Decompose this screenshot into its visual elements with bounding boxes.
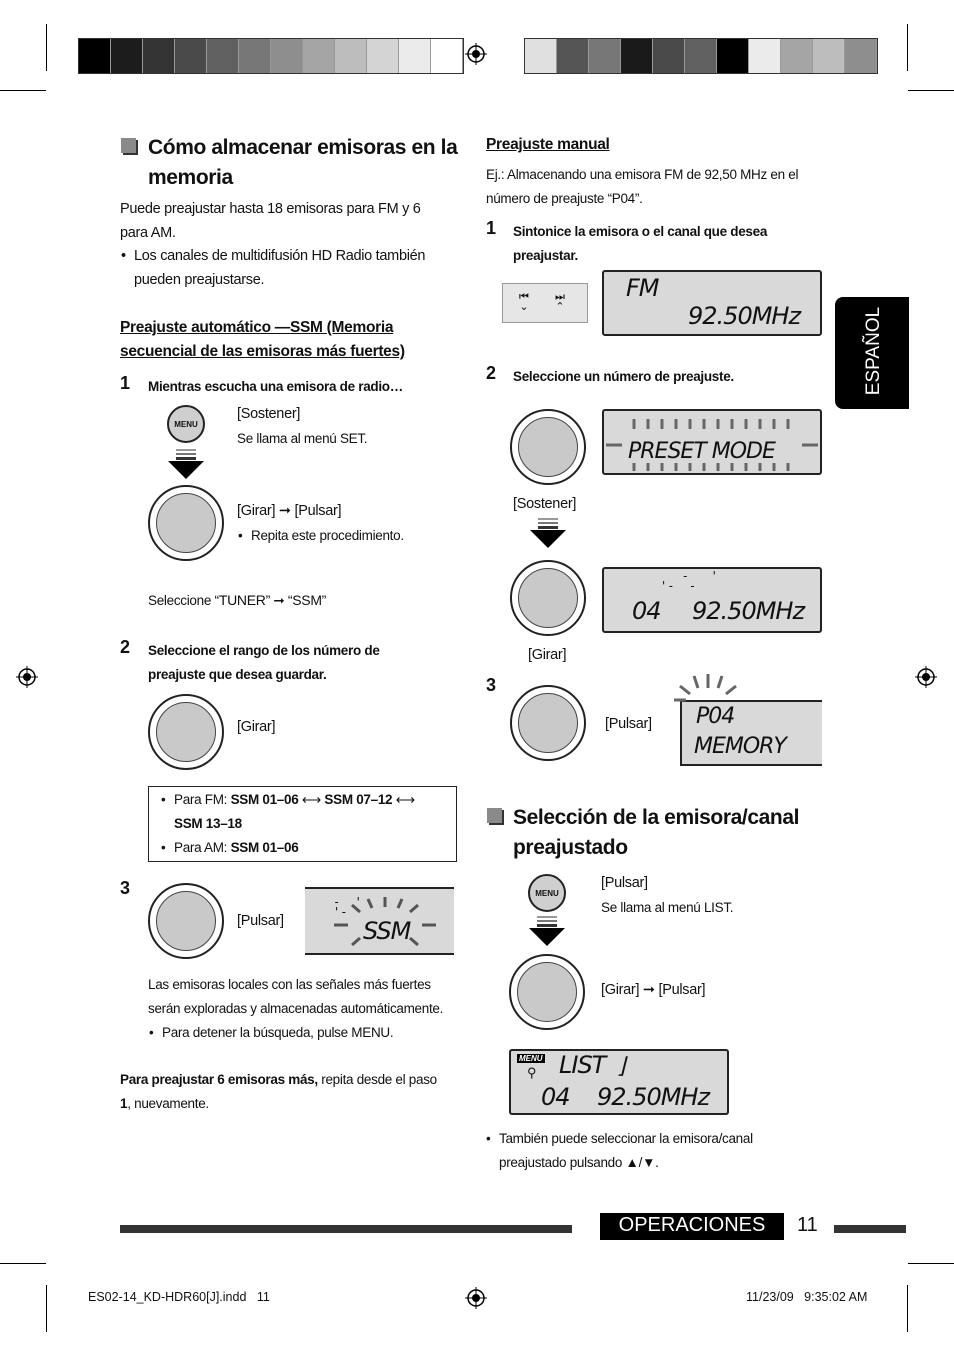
- lcd-display-fm: [602, 270, 822, 336]
- lcd-preset-number: 04: [632, 597, 661, 625]
- lcd-ssm-text: SSM: [363, 917, 411, 945]
- arrow-right-icon: ➞: [273, 593, 285, 608]
- print-date-info: 11/23/09 9:35:02 AM: [746, 1290, 868, 1304]
- color-swatch: [111, 39, 143, 73]
- control-dial[interactable]: [510, 409, 586, 485]
- hold-label: [Sostener]: [237, 406, 301, 422]
- color-swatch: [717, 39, 749, 73]
- turn-label: [Girar]: [237, 503, 276, 519]
- crop-mark: [908, 1263, 954, 1264]
- lcd-bracket-icon: ⌋: [617, 1053, 626, 1078]
- double-arrow-icon: ⟷: [395, 792, 415, 807]
- fm-prefix: Para FM:: [174, 792, 228, 807]
- am-prefix: Para AM:: [174, 840, 228, 855]
- section-heading: Selección de la emisora/canal preajustado: [513, 806, 800, 859]
- lcd-preset-label: P04: [696, 704, 735, 729]
- color-swatch: [525, 39, 557, 73]
- crop-mark: [46, 1285, 47, 1332]
- color-swatch: [335, 39, 367, 73]
- menu-button-label: MENU: [174, 419, 198, 429]
- step-number: 1: [486, 218, 497, 238]
- am-range: [174, 836, 298, 860]
- turn-label: [Girar]: [601, 982, 640, 998]
- color-swatch: [271, 39, 303, 73]
- control-dial[interactable]: [148, 485, 224, 561]
- hold-label: [Sostener]: [513, 496, 577, 512]
- crop-mark: [0, 90, 46, 91]
- crop-mark: [0, 1263, 46, 1264]
- arrow-down-icon: [166, 449, 206, 481]
- color-swatch: [653, 39, 685, 73]
- turn-label: [Girar]: [237, 719, 276, 735]
- push-label: [Pulsar]: [237, 913, 284, 929]
- arrow-down-icon: [528, 518, 568, 550]
- manual-heading: Preajuste manual: [486, 136, 610, 153]
- color-bar-left: [78, 38, 464, 74]
- step-number: 3: [120, 878, 131, 898]
- color-swatch: [239, 39, 271, 73]
- six-rest-2: , nuevamente.: [127, 1096, 209, 1111]
- step-text: Sintonice la emisora o el canal que desea preajustar.: [513, 224, 768, 263]
- section-marker-icon: [487, 808, 502, 823]
- push-label: [Pulsar]: [605, 716, 652, 732]
- arrow-right-icon: ➞: [278, 503, 291, 519]
- lcd-display-ssm: [305, 887, 454, 955]
- color-swatch: [175, 39, 207, 73]
- lcd-segment-icon: - ' '- -: [660, 569, 718, 593]
- select-line: [148, 588, 326, 613]
- intro-bullet: • Los canales de multidifusión HD Radio también pueden preajustarse.: [134, 244, 434, 292]
- control-dial[interactable]: [510, 560, 586, 636]
- control-dial[interactable]: [510, 685, 586, 761]
- six-rest-1: repita desde el paso: [317, 1072, 437, 1087]
- select-ssm: “SSM”: [287, 592, 327, 608]
- double-arrow-icon: ⟷: [301, 792, 321, 807]
- step-number: 3: [486, 675, 497, 695]
- lcd-segment-icon: - ' '-: [333, 895, 362, 919]
- fm-range: [174, 788, 454, 836]
- arrow-right-icon: ➞: [642, 982, 655, 998]
- footer-rule: [834, 1225, 906, 1233]
- lcd-display-preset-number: [602, 567, 822, 633]
- step-text: Seleccione el rango de los número de preajuste que desea guardar.: [148, 643, 380, 682]
- flash-rays-icon: [672, 672, 742, 702]
- page-number: 11: [797, 1214, 818, 1236]
- control-dial[interactable]: [148, 694, 224, 770]
- lcd-memory-text: MEMORY: [694, 734, 786, 759]
- color-swatch: [621, 39, 653, 73]
- color-bar-right: [524, 38, 878, 74]
- select-prefix: Seleccione: [148, 593, 212, 608]
- step-text: Mientras escucha una emisora de radio…: [148, 379, 403, 394]
- registration-mark-icon: [465, 43, 487, 65]
- seek-buttons[interactable]: [502, 283, 588, 323]
- stop-bullet: • Para detener la búsqueda, pulse MENU.: [162, 1021, 393, 1045]
- six-step: 1: [120, 1096, 128, 1111]
- footer-rule: [120, 1225, 572, 1233]
- color-swatch: [143, 39, 175, 73]
- color-swatch: [813, 39, 845, 73]
- am-range-1: SSM 01–06: [230, 840, 299, 855]
- lcd-frequency: 92.50MHz: [597, 1083, 710, 1111]
- hold-desc: Se llama al menú SET.: [237, 431, 368, 446]
- menu-button[interactable]: [528, 874, 566, 912]
- color-swatch: [367, 39, 399, 73]
- registration-mark-icon: [16, 666, 38, 688]
- turn-label: [Girar]: [528, 647, 567, 663]
- repeat-bullet: • Repita este procedimiento.: [251, 524, 404, 548]
- registration-mark-icon: [465, 1287, 487, 1309]
- fm-range-1: SSM 01–06: [230, 792, 299, 807]
- registration-mark-icon: [915, 666, 937, 688]
- seek-back-icon[interactable]: ⏮ ⌄: [519, 291, 529, 313]
- turn-push-line: [237, 499, 341, 523]
- push-label: [Pulsar]: [294, 503, 342, 519]
- arrow-down-icon: [527, 916, 567, 948]
- color-swatch: [781, 39, 813, 73]
- control-dial[interactable]: [509, 954, 585, 1030]
- section-marker-icon: [121, 138, 136, 153]
- lcd-frequency: 92.50MHz: [688, 302, 801, 330]
- lcd-preset-number: 04: [541, 1083, 570, 1111]
- example-text: Ej.: Almacenando una emisora FM de 92,50 MHz en el número de preajuste “P04”.: [486, 167, 799, 206]
- also-bullet: • También puede seleccionar la emisora/canal preajustado pulsando ▲/▼.: [499, 1127, 799, 1175]
- step-number: 2: [120, 637, 131, 657]
- search-icon: ⚲: [527, 1065, 537, 1080]
- step-number: 1: [120, 373, 131, 393]
- lcd-list-text: LIST: [559, 1051, 606, 1079]
- crop-mark: [907, 1285, 908, 1332]
- print-file-info: ES02-14_KD-HDR60[J].indd 11: [88, 1290, 270, 1304]
- color-swatch: [303, 39, 335, 73]
- color-swatch: [685, 39, 717, 73]
- push-desc: Se llama al menú LIST.: [601, 900, 734, 915]
- six-bold: Para preajustar 6 emisoras más,: [120, 1072, 318, 1087]
- crop-mark: [908, 90, 954, 91]
- intro-text: Puede preajustar hasta 18 emisoras para FM y 6 para AM.: [120, 201, 421, 241]
- seek-forward-icon[interactable]: ⏭ ⌃: [555, 291, 565, 313]
- six-more-text: [120, 1068, 440, 1116]
- menu-button-label: MENU: [535, 888, 559, 898]
- select-tuner: “TUNER”: [214, 592, 270, 608]
- color-swatch: [399, 39, 431, 73]
- ssm-heading: Preajuste automático —SSM (Memoria secuencial de las emisoras más fuertes): [120, 319, 405, 360]
- color-swatch: [749, 39, 781, 73]
- lcd-display-preset-mode: [602, 409, 822, 475]
- lcd-display-memory: [680, 700, 822, 766]
- lcd-display-list: [509, 1049, 729, 1115]
- color-swatch: [845, 39, 877, 73]
- fm-range-3: SSM 13–18: [174, 816, 242, 831]
- crop-mark: [46, 24, 47, 71]
- menu-button[interactable]: [167, 405, 205, 443]
- color-swatch: [557, 39, 589, 73]
- step-text: Seleccione un número de preajuste.: [513, 369, 734, 384]
- control-dial[interactable]: [148, 883, 224, 959]
- push-label: [Pulsar]: [658, 982, 706, 998]
- color-swatch: [589, 39, 621, 73]
- section-heading: Cómo almacenar emisoras en la memoria: [148, 136, 458, 189]
- fm-range-2: SSM 07–12: [324, 792, 393, 807]
- color-swatch: [431, 39, 463, 73]
- crop-mark: [907, 24, 908, 71]
- step-number: 2: [486, 363, 497, 383]
- lcd-menu-tag: MENU: [519, 1054, 543, 1063]
- color-swatch: [207, 39, 239, 73]
- local-text: Las emisoras locales con las señales más fuertes serán exploradas y almacenadas automáticamente.: [148, 977, 444, 1016]
- push-label: [Pulsar]: [601, 875, 648, 891]
- lcd-preset-mode-text: PRESET MODE: [628, 439, 775, 464]
- turn-push-line: [601, 978, 705, 1002]
- lcd-band: FM: [626, 274, 659, 302]
- color-swatch: [79, 39, 111, 73]
- language-tab-label: ESPAÑOL: [863, 306, 884, 396]
- lcd-frequency: 92.50MHz: [692, 597, 805, 625]
- footer-section-label: OPERACIONES: [618, 1214, 766, 1236]
